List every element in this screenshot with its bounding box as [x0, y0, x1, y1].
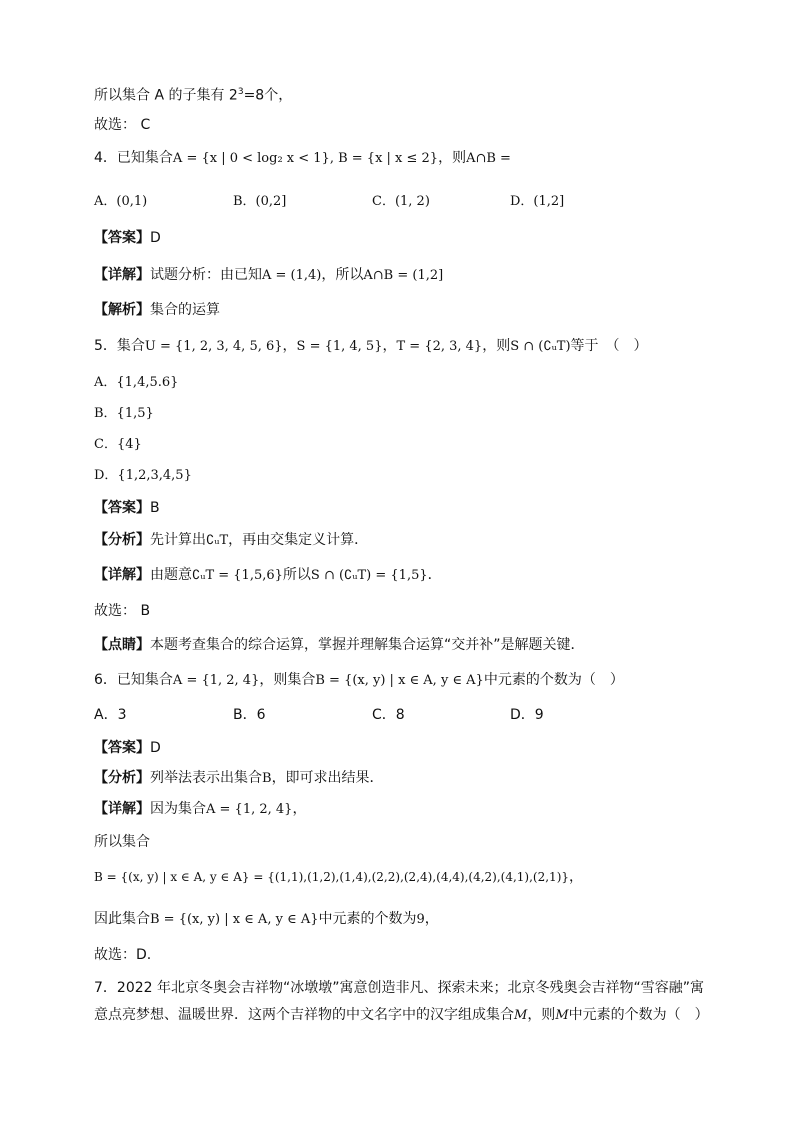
math-expression: S ∩ (∁ᵤT) [510, 339, 571, 354]
detail-text: 因为集合 [150, 801, 206, 817]
question-6-stem [94, 670, 624, 691]
answer-line [94, 228, 161, 248]
answer-line [94, 498, 160, 518]
math-expression: B = {(x, y) | x ∈ A, y ∈ A} = {(1,1),(1,2),(1,4),(2,2),(2,4),(4,4),(4,2),(4,1),(2,1)} [94, 870, 570, 884]
option-d: D．9 [510, 707, 544, 723]
math-expression: M [514, 1008, 528, 1023]
choice-line: 故选： B [94, 603, 151, 619]
math-expression: 9 [416, 912, 425, 927]
math-expression: A = (1,4) [262, 268, 322, 283]
parse-text: 集合的运算 [150, 302, 220, 318]
question-text: ，则 [527, 1007, 556, 1023]
math-expression: A∩B = [466, 151, 511, 166]
question-text: ，则集合 [259, 672, 316, 688]
exponent: 3 [237, 87, 244, 97]
math-expression: B = {(x, y) | x ∈ A, y ∈ A} [315, 673, 484, 688]
choice-line: 故选： C [94, 117, 151, 133]
detail-text: ， [292, 801, 307, 817]
question-text: 5．集合 [94, 338, 145, 354]
text-line: 所以集合 [94, 834, 150, 850]
option-c: C．(1, 2) [372, 194, 430, 209]
detail-text: 所以 [282, 567, 311, 583]
detail-line [94, 799, 306, 820]
separator: ， [382, 338, 397, 354]
analysis-text: 列举法表示出集合 [150, 770, 262, 786]
note-line [94, 635, 585, 655]
answer-value: D [150, 740, 161, 756]
answer-line [94, 738, 161, 758]
option-b: B．{1,5} [94, 406, 154, 421]
separator: ， [282, 338, 297, 354]
detail-tag: 【详解】 [94, 267, 150, 283]
detail-tag: 【详解】 [94, 801, 150, 817]
detail-line [94, 265, 443, 286]
question-5-stem [94, 336, 648, 357]
detail-line [94, 565, 442, 586]
analysis-line [94, 768, 384, 789]
math-expression: M [555, 1008, 569, 1023]
option-b: B．6 [233, 707, 266, 723]
conclusion-text: 中元素的个数为 [318, 911, 417, 927]
question-4-stem [94, 148, 511, 169]
math-expression: A = {1, 2, 4} [172, 673, 260, 688]
question-text: 4．已知集合 [94, 150, 173, 166]
analysis-text: ，即可求出结果． [271, 770, 384, 786]
conclusion-text: 因此集合 [94, 911, 150, 927]
option-c: C．8 [372, 707, 405, 723]
answer-value: D [150, 230, 161, 246]
parse-line [94, 300, 220, 320]
question-text: ，则 [438, 150, 467, 166]
text-line [94, 82, 292, 106]
math-expression: B = {(x, y) | x ∈ A, y ∈ A} [150, 912, 319, 927]
detail-text: 试题分析：由已知 [150, 267, 262, 283]
analysis-text: ，再由交集定义计算． [228, 532, 369, 548]
question-text: 等于 （ ） [570, 338, 648, 354]
option-a: A．(0,1) [94, 194, 148, 209]
analysis-text: 先计算出 [150, 532, 206, 548]
math-expression: U = {1, 2, 3, 4, 5, 6} [144, 339, 283, 354]
option-a: A．3 [94, 707, 127, 723]
line-text: 所以集合 A 的子集有 2 [94, 87, 238, 104]
detail-text: ，所以 [321, 267, 364, 283]
question-text: 6．已知集合 [94, 672, 173, 688]
detail-tag: 【详解】 [94, 567, 150, 583]
answer-tag: 【答案】 [94, 740, 150, 756]
separator: ，则 [482, 338, 511, 354]
separator: ， [569, 869, 584, 885]
option-a: A．{1,4,5.6} [94, 375, 179, 390]
detail-text: 由题意 [150, 567, 192, 583]
parse-tag: 【解析】 [94, 302, 150, 318]
note-tag: 【点睛】 [94, 637, 150, 653]
analysis-tag: 【分析】 [94, 532, 150, 548]
option-c: C．{4} [94, 437, 142, 452]
question-text: 中元素的个数为（ ） [483, 672, 624, 688]
question-text: 中元素的个数为（ ） [568, 1007, 709, 1023]
option-b: B．(0,2] [233, 194, 287, 209]
math-expression: S ∩ (∁ᵤT) = {1,5} [310, 568, 428, 583]
detail-text: ． [427, 567, 442, 583]
option-d: D．{1,2,3,4,5} [94, 468, 192, 483]
analysis-line [94, 530, 368, 551]
question-text: 7．2022 年北京冬奥会吉祥物“冰墩墩”寓意创造非凡、探索未来；北京冬残奥会吉祥物“雪容融”寓意点亮梦想、温暖世界．这两个吉祥物的中文名字中的汉字组成集合 [94, 980, 704, 1023]
math-expression: A∩B = (1,2] [363, 268, 444, 283]
line-text: =8个， [243, 87, 293, 104]
conclusion-line [94, 909, 439, 930]
set-listing [94, 867, 583, 887]
answer-tag: 【答案】 [94, 230, 150, 246]
math-expression: A = {1, 2, 4} [206, 802, 293, 817]
conclusion-text: ， [424, 911, 439, 927]
math-expression: A = {x | 0 < log₂ x < 1}, B = {x | x ≤ 2} [172, 151, 439, 166]
note-text: 本题考查集合的综合运算，掌握并理解集合运算“交并补”是解题关键． [150, 637, 585, 653]
math-expression: S = {1, 4, 5} [296, 339, 383, 354]
answer-value: B [150, 500, 160, 516]
analysis-tag: 【分析】 [94, 770, 150, 786]
choice-line: 故选：D. [94, 947, 152, 963]
question-7-stem [94, 975, 714, 1029]
answer-tag: 【答案】 [94, 500, 150, 516]
math-expression: B [262, 771, 272, 786]
math-expression: T = {2, 3, 4} [396, 339, 483, 354]
option-d: D．(1,2] [510, 194, 565, 209]
math-expression: ∁ᵤT = {1,5,6} [192, 568, 283, 583]
math-expression: ∁ᵤT [206, 533, 229, 548]
